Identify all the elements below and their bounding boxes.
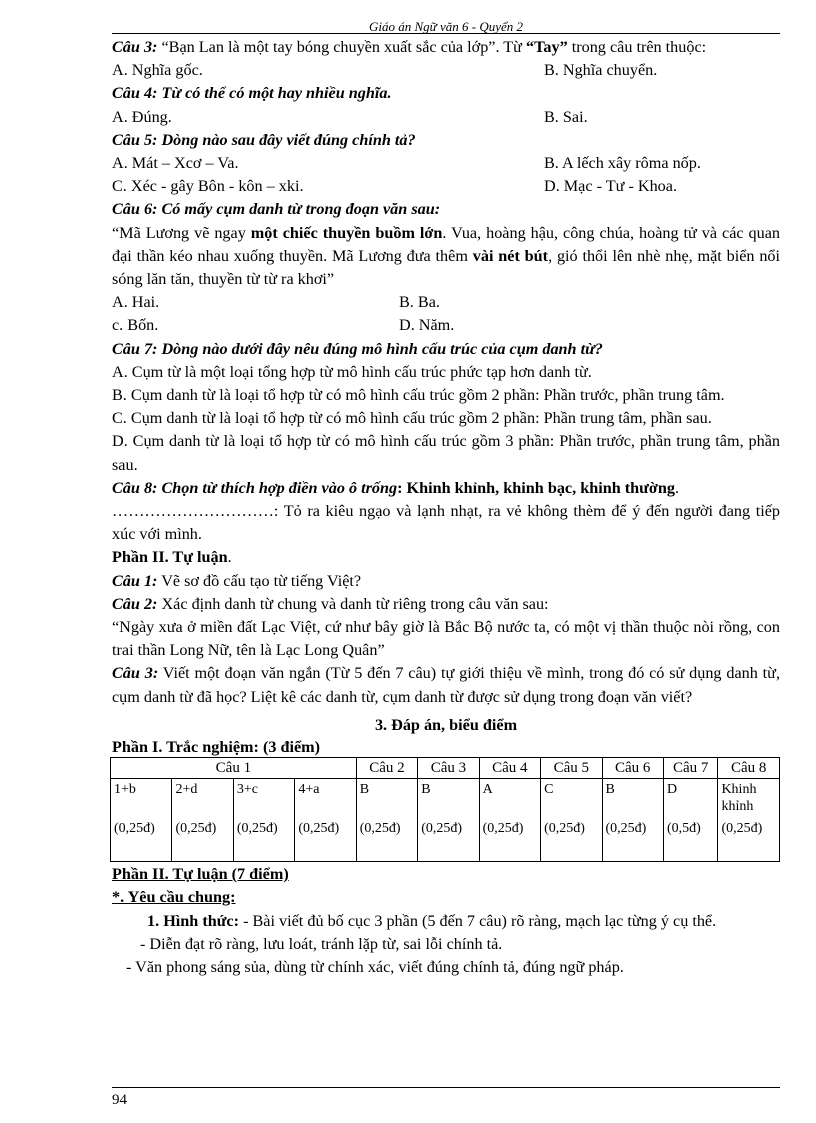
answer-value: B	[605, 782, 615, 798]
question-6-options-row1	[112, 291, 780, 314]
answer-value: B	[359, 782, 370, 798]
answer-points: (0,25đ)	[482, 821, 524, 837]
essay-question-1-label: Câu 1:	[112, 571, 158, 590]
question-3	[112, 36, 780, 59]
answer-cell	[718, 779, 780, 862]
header-cau-2: Câu 2	[356, 758, 417, 779]
answer-value: C	[544, 782, 554, 798]
essay-question-2	[112, 593, 780, 616]
part-2-title-period: .	[227, 548, 232, 567]
option-b: B. A lếch xây rôma nốp.	[544, 154, 701, 173]
answer-value: B	[421, 782, 431, 798]
essay-question-3-label: Câu 3:	[112, 664, 159, 683]
question-5-options-row2	[112, 175, 780, 198]
option-a: A. Mát – Xcơ – Va.	[112, 154, 239, 173]
footer-rule	[112, 1087, 780, 1088]
question-5-label: Câu 5: Dòng nào sau đây viết đúng chính tả?	[112, 130, 416, 149]
answer-points: (0,25đ)	[605, 821, 647, 837]
answer-table-header	[111, 758, 780, 779]
answer-points: (0,25đ)	[298, 821, 340, 837]
header-cau-5: Câu 5	[541, 758, 602, 779]
option-c: c. Bốn.	[112, 316, 159, 335]
answer-points: (0,25đ)	[114, 821, 155, 837]
essay-question-1-text: Vẽ sơ đồ cấu tạo từ tiếng Việt?	[157, 571, 362, 590]
answer-cell	[356, 779, 417, 862]
question-8	[112, 477, 780, 500]
answers-heading: 3. Đáp án, biểu điểm	[374, 715, 518, 734]
option-a: A. Hai.	[112, 293, 160, 312]
option-b: B. Sai.	[544, 107, 588, 126]
essay-question-2-label: Câu 2:	[112, 594, 158, 613]
answer-table-row	[111, 779, 780, 862]
option-c: C. Xéc - gây Bôn - kôn – xki.	[112, 177, 304, 196]
answer-value: 4+a	[298, 782, 320, 798]
answer-points: (0,25đ)	[421, 821, 463, 837]
option-c: C. Cụm danh từ là loại tổ hợp từ có mô hình cấu trúc gồm 2 phần: Phần trung tâm, phần sau.	[112, 409, 712, 428]
document-body	[112, 36, 780, 979]
question-8-words: : Khinh khỉnh, khinh bạc, khinh thường	[397, 478, 675, 497]
essay-question-2-text: Xác định danh từ chung và danh từ riêng trong câu văn sau:	[157, 594, 549, 613]
question-4-label: Câu 4: Từ có thể có một hay nhiều nghĩa.	[112, 84, 392, 103]
option-d: D. Cụm danh từ là loại tổ hợp từ có mô hình cấu trúc gồm 3 phần: Phần trước, phần trung tâm, phần sau.	[112, 432, 780, 474]
fill-text: : Tỏ ra kiêu ngạo và lạnh nhạt, ra vẻ không thèm để ý đến người đang tiếp xúc với mình.	[112, 502, 780, 544]
quote-part: “Mã Lương vẽ ngay	[112, 223, 251, 242]
general-requirements: *. Yêu cầu chung:	[112, 888, 236, 907]
question-8-label: Câu 8: Chọn từ thích hợp điền vào ô trống	[112, 478, 398, 497]
question-3-keyword: “Tay”	[526, 38, 568, 56]
essay-question-3	[112, 662, 780, 708]
answer-points: (0,25đ)	[236, 821, 278, 837]
answer-cell	[602, 779, 663, 862]
answer-cell	[172, 779, 233, 862]
form-text: - Bài viết đủ bố cục 3 phần (5 đến 7 câu) rõ ràng, mạch lạc từng ý cụ thể.	[239, 911, 717, 930]
essay-question-1	[112, 570, 780, 593]
bullet-2: - Văn phong sáng sủa, dùng từ chính xác, viết đúng chính tả, đúng ngữ pháp.	[126, 957, 624, 976]
answer-cell	[479, 779, 540, 862]
question-3-text-end: trong câu trên thuộc:	[567, 38, 707, 56]
form-label: 1. Hình thức:	[147, 911, 240, 930]
option-d: D. Mạc - Tư - Khoa.	[544, 177, 677, 196]
answer-cell	[418, 779, 479, 862]
fill-blank: …………………………	[112, 502, 274, 521]
question-8-period: .	[674, 478, 679, 497]
essay-question-3-text: Viết một đoạn văn ngắn (Từ 5 đến 7 câu) tự giới thiệu về mình, trong đó có sử dụng danh từ, cụm danh từ đã học? Liệt kê các danh từ, cụm danh từ được sử dụng trong đoạn văn viết?	[112, 664, 780, 706]
question-8-fill	[112, 500, 780, 546]
answer-points: (0,25đ)	[544, 821, 585, 837]
header-cau-8: Câu 8	[718, 758, 780, 779]
header-rule	[112, 33, 780, 34]
option-b: B. Cụm danh từ là loại tổ hợp từ có mô hình cấu trúc gồm 2 phần: Phần trước, phần trung tâm.	[112, 386, 725, 405]
header-cau-6: Câu 6	[602, 758, 663, 779]
answer-value: Khinh khỉnh	[721, 782, 757, 815]
answer-cell	[295, 779, 356, 862]
answers-part-2-title: Phần II. Tự luận (7 điểm)	[112, 865, 289, 884]
answer-table	[110, 757, 780, 862]
answer-cell	[111, 779, 172, 862]
answer-points: (0,25đ)	[175, 821, 217, 837]
question-3-options	[112, 59, 780, 82]
answer-cell	[233, 779, 294, 862]
part-2-title: Phần II. Tự luận	[112, 548, 228, 567]
answer-value: 3+c	[236, 782, 258, 798]
quote-part: . Vua, hoàng hậu, công chúa, hoàng tử và các quan đại thần kéo nhau xuống thuyền. Mã Lương đưa thêm	[112, 223, 781, 265]
running-header: Giáo án Ngữ văn 6 - Quyển 2	[368, 19, 524, 34]
answers-part-1-title: Phần I. Trắc nghiệm: (3 điểm)	[112, 738, 321, 757]
header-cau-7: Câu 7	[663, 758, 718, 779]
answer-value: 2+d	[175, 782, 198, 798]
question-7-label: Câu 7: Dòng nào dưới đây nêu đúng mô hình cấu trúc của cụm danh từ?	[112, 339, 603, 358]
answer-points: (0,25đ)	[359, 821, 401, 837]
header-cau-1: Câu 1	[111, 758, 357, 779]
quote-emphasis: vài nét bút	[472, 246, 549, 265]
answer-cell	[541, 779, 602, 862]
question-6-quote	[112, 222, 780, 292]
answer-cell	[663, 779, 718, 862]
answer-value: 1+b	[114, 782, 136, 798]
question-3-text: “Bạn Lan là một tay bóng chuyền xuất sắc của lớp”. Từ	[157, 38, 526, 56]
question-6-label: Câu 6: Có mấy cụm danh từ trong đoạn văn sau:	[112, 200, 441, 219]
question-4-options	[112, 106, 780, 129]
quote-part: , gió thổi lên nhè nhẹ, mặt biển nổi sóng lăn tăn, thuyền từ từ ra khơi”	[112, 246, 781, 289]
header-cau-3: Câu 3	[418, 758, 479, 779]
option-d: D. Năm.	[399, 316, 455, 335]
question-6-options-row2	[112, 314, 780, 337]
question-3-label: Câu 3:	[112, 38, 158, 56]
answer-points: (0,5đ)	[666, 821, 701, 837]
option-a: A. Đúng.	[112, 107, 172, 126]
essay-question-2-quote: “Ngày xưa ở miền đất Lạc Việt, cứ như bây giờ là Bắc Bộ nước ta, có một vị thần thuộc nòi rồng, con trai thần Long Nữ, tên là Lạc Long Quân”	[112, 618, 780, 660]
bullet-1: - Diễn đạt rõ ràng, lưu loát, tránh lặp từ, sai lỗi chính tả.	[140, 934, 503, 953]
answer-points: (0,25đ)	[721, 821, 763, 837]
option-a: A. Nghĩa gốc.	[112, 61, 203, 80]
form-requirement	[112, 910, 780, 933]
option-b: B. Ba.	[399, 293, 440, 312]
part-2-heading	[112, 546, 780, 569]
header-cau-4: Câu 4	[479, 758, 540, 779]
quote-emphasis: một chiếc thuyền buồm lớn	[250, 223, 443, 242]
page-number: 94	[112, 1092, 127, 1108]
question-5-options-row1	[112, 152, 780, 175]
answer-value: A	[482, 782, 493, 798]
option-a: A. Cụm từ là một loại tổng hợp từ mô hình cấu trúc phức tạp hơn danh từ.	[112, 362, 592, 381]
answer-value: D	[666, 782, 678, 798]
option-b: B. Nghĩa chuyển.	[544, 61, 658, 80]
